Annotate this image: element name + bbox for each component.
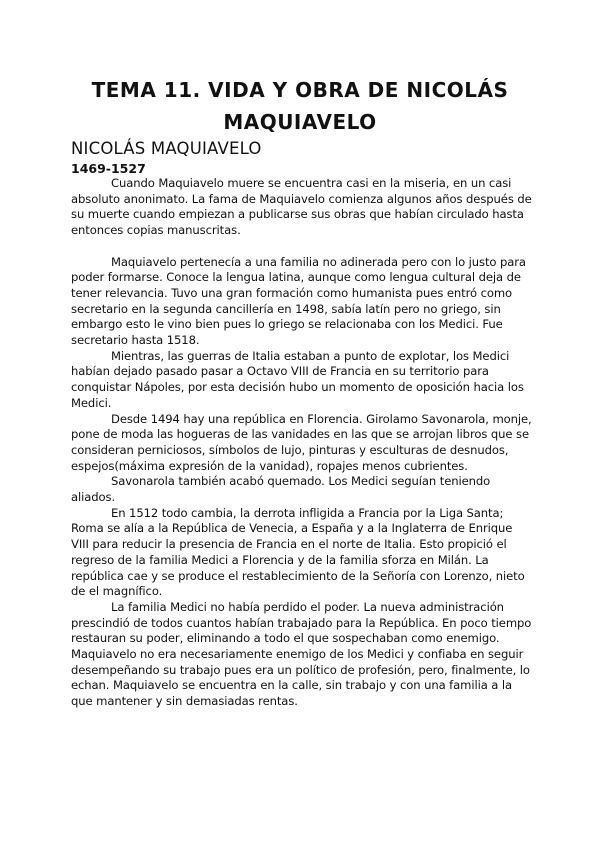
paragraph-2: Maquiavelo pertenecía a una familia no adinerada pero con lo justo para poder formarse. Conoce la lengua latina, aunque como lengua cultural deja de tener relevancia. Tuvo una gran formación como humanista pues entró como secretario en la segunda cancillería en 1498, sabía latín pero no griego, sin embargo esto le vino bien pues lo griego se relacionaba con los Medici. Fue secretario hasta 1518. xyxy=(71,254,526,348)
document-title: TEMA 11. VIDA Y OBRA DE NICOLÁS MAQUIAVELO xyxy=(91,78,509,134)
paragraph-6: En 1512 todo cambia, la derrota infligida a Francia por la Liga Santa; Roma se alía a la República de Venecia, a España y a la Inglaterra de Enrique VIII para reducir la presencia de Francia en el norte de Italia. Esto propició el regreso de la familia Medici a Florencia y de la familia sforza en Milán. La república cae y se produce el restablecimiento de la Señoría con Lorenzo, nieto de el magnífico. xyxy=(71,505,525,599)
body-text xyxy=(71,176,533,710)
section-heading: NICOLÁS MAQUIAVELO xyxy=(71,139,262,158)
life-years: 1469-1527 xyxy=(71,161,146,176)
paragraph-5: Savonarola también acabó quemado. Los Medici seguían teniendo aliados. xyxy=(71,474,491,505)
paragraph-3: Mientras, las guerras de Italia estaban a punto de explotar, los Medici habían dejado pasado pasar a Octavo VIII de Francia en su territorio para conquistar Nápoles, por esta decisión hubo un momento de oposición hacia los Medici. xyxy=(71,348,524,410)
paragraph-1: Cuando Maquiavelo muere se encuentra casi en la miseria, en un casi absoluto anonimato. La fama de Maquiavelo comienza algunos años después de su muerte cuando empiezan a publicarse sus obras que habían circulado hasta entonces copias manuscritas. xyxy=(71,176,532,238)
paragraph-4: Desde 1494 hay una república en Florencia. Girolamo Savonarola, monje, pone de moda las hogueras de las vanidades en las que se arrojan libros que se consideran perniciosos, símbolos de lujo, pinturas y esculturas de desnudos, espejos(máxima expresión de la vanidad), ropajes menos cubrientes. xyxy=(71,411,532,473)
paragraph-7: La familia Medici no había perdido el poder. La nueva administración prescindió de todos cuantos habían trabajado para la República. En poco tiempo restauran su poder, eliminando a todo el que sospechaban como enemigo. Maquiavelo no era necesariamente enemigo de los Medici y confiaba en seguir desempeñando su trabajo pues era un político de profesión, pero, finalmente, lo echan. Maquiavelo se encuentra en la calle, sin trabajo y con una familia a la que mantener y sin demasiadas rentas. xyxy=(71,599,532,709)
